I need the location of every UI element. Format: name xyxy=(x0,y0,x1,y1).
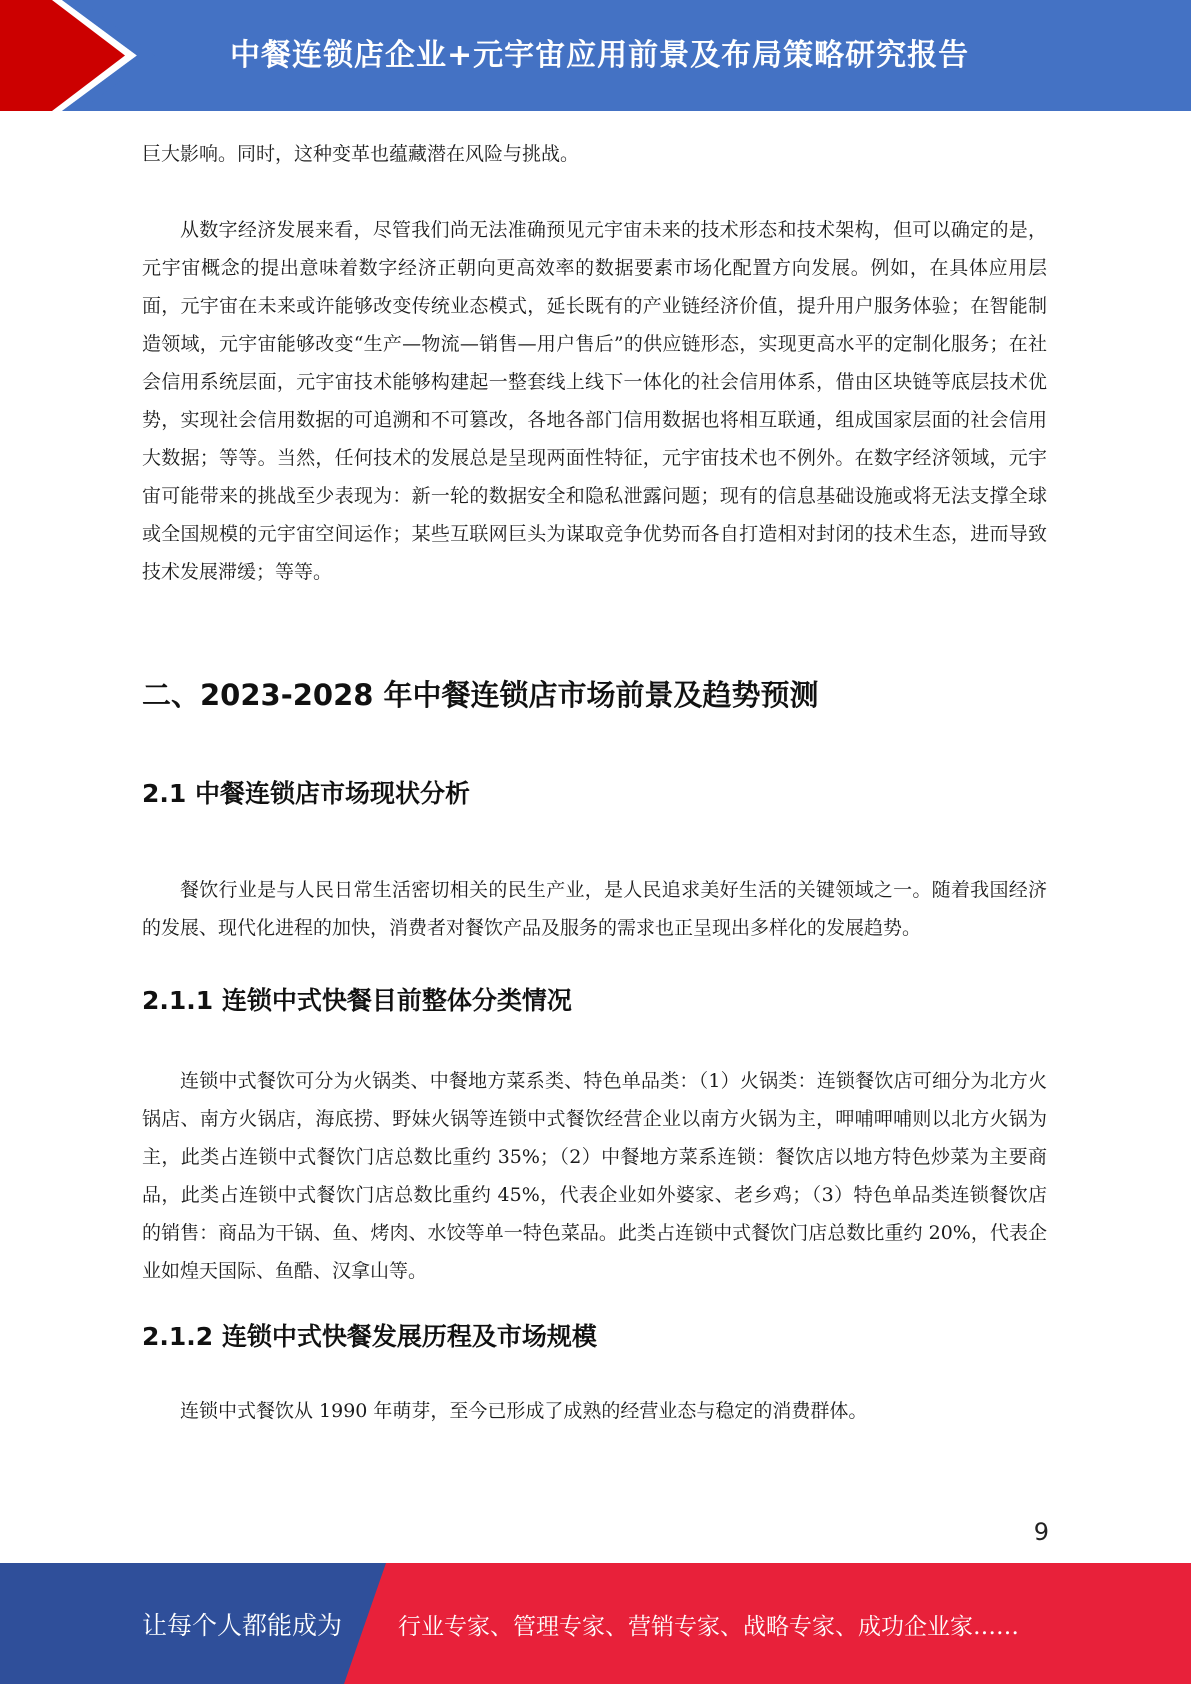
section-heading: 二、2023-2028 年中餐连锁店市场前景及趋势预测 xyxy=(142,678,819,712)
header-banner xyxy=(0,0,1191,111)
paragraph: 餐饮行业是与人民日常生活密切相关的民生产业，是人民追求美好生活的关键领域之一。随着我国经济的发展、现代化进程的加快，消费者对餐饮产品及服务的需求也正呈现出多样化的发展趋势。 xyxy=(142,879,1047,939)
header-chevron-graphic xyxy=(0,0,160,111)
subsection-heading: 2.1 中餐连锁店市场现状分析 xyxy=(142,779,470,808)
paragraph: 连锁中式餐饮可分为火锅类、中餐地方菜系类、特色单品类：（1）火锅类：连锁餐饮店可细分为北方火锅店、南方火锅店，海底捞、野妹火锅等连锁中式餐饮经营企业以南方火锅为主，呷哺呷哺则以北方火锅为主，此类占连锁中式餐饮门店总数比重约 35%；（2）中餐地方菜系连锁：餐饮店以地方特色炒菜为主要商品，此类占连锁中式餐饮门店总数比重约 45%，代表企业如外婆家、老乡鸡；（3）特色单品类连锁餐饮店的销售：商品为干锅、鱼、烤肉、水饺等单一特色菜品。此类占连锁中式餐饮门店总数比重约 20%，代表企业如煌天国际、鱼酷、汉拿山等。 xyxy=(142,1070,1047,1282)
footer-banner xyxy=(0,1563,1191,1684)
report-title: 中餐连锁店企业+元宇宙应用前景及布局策略研究报告 xyxy=(230,38,970,73)
subsection-heading: 2.1.2 连锁中式快餐发展历程及市场规模 xyxy=(142,1322,597,1351)
paragraph: 从数字经济发展来看，尽管我们尚无法准确预见元宇宙未来的技术形态和技术架构，但可以确定的是，元宇宙概念的提出意味着数字经济正朝向更高效率的数据要素市场化配置方向发展。例如，在具体应用层面，元宇宙在未来或许能够改变传统业态模式，延长既有的产业链经济价值，提升用户服务体验；在智能制造领域，元宇宙能够改变“生产—物流—销售—用户售后”的供应链形态，实现更高水平的定制化服务；在社会信用系统层面，元宇宙技术能够构建起一整套线上线下一体化的社会信用体系，借由区块链等底层技术优势，实现社会信用数据的可追溯和不可篡改，各地各部门信用数据也将相互联通，组成国家层面的社会信用大数据；等等。当然，任何技术的发展总是呈现两面性特征，元宇宙技术也不例外。在数字经济领域，元宇宙可能带来的挑战至少表现为：新一轮的数据安全和隐私泄露问题；现有的信息基础设施或将无法支撑全球或全国规模的元宇宙空间运作；某些互联网巨头为谋取竞争优势而各自打造相对封闭的技术生态，进而导致技术发展滞缓；等等。 xyxy=(142,219,1047,583)
subsection-heading: 2.1.1 连锁中式快餐目前整体分类情况 xyxy=(142,986,572,1015)
paragraph: 连锁中式餐饮从 1990 年萌芽，至今已形成了成熟的经营业态与稳定的消费群体。 xyxy=(180,1400,868,1422)
page-content xyxy=(142,135,1047,1430)
page-number: 9 xyxy=(1033,1518,1049,1546)
footer-slogan-right: 行业专家、管理专家、营销专家、战略专家、成功企业家…… xyxy=(398,1614,1019,1640)
footer-slogan-left: 让每个人都能成为 xyxy=(142,1611,343,1640)
paragraph: 巨大影响。同时，这种变革也蕴藏潜在风险与挑战。 xyxy=(142,143,580,165)
